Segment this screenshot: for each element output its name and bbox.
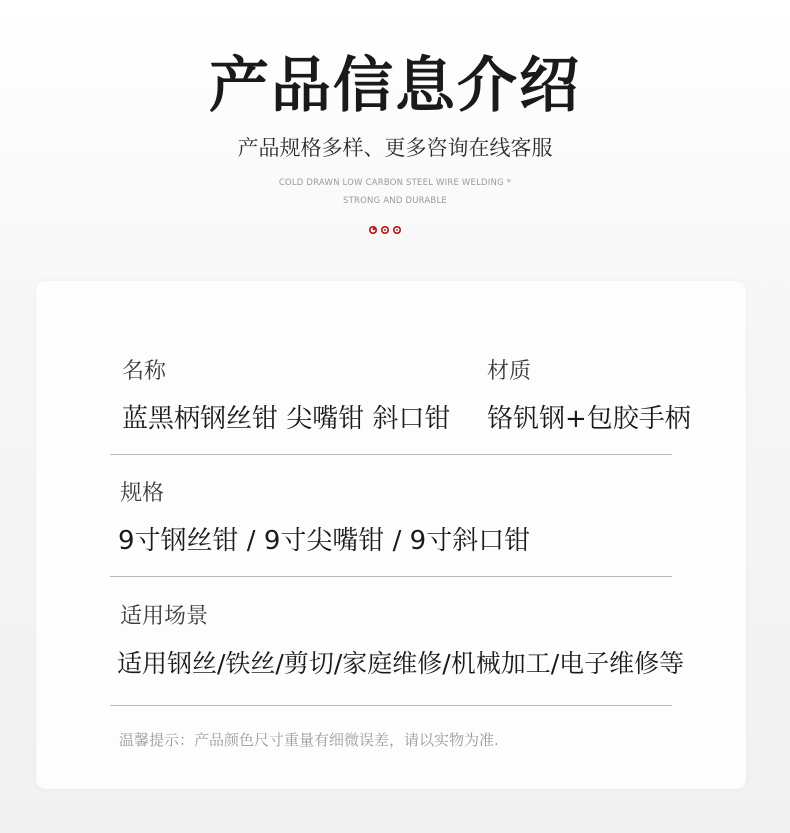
- english-tagline-1: COLD DRAWN LOW CARBON STEEL WIRE WELDING *: [278, 178, 512, 188]
- dot-icon: [381, 226, 389, 234]
- divider-3: [110, 705, 672, 706]
- page-subtitle: 产品规格多样、更多咨询在线客服: [237, 136, 553, 160]
- material-label: 材质: [487, 359, 532, 384]
- divider-2: [110, 576, 672, 577]
- usage-value: 适用钢丝/铁丝/剪切/家庭维修/机械加工/电子维修等: [117, 649, 685, 678]
- spec-value: 9寸钢丝钳 / 9寸尖嘴钳 / 9寸斜口钳: [118, 526, 531, 556]
- english-tagline-2: STRONG AND DURABLE: [343, 196, 447, 206]
- dot-icon: [393, 226, 401, 234]
- spec-label: 规格: [120, 481, 165, 506]
- decorative-dots: [369, 226, 401, 234]
- divider-1: [110, 454, 672, 455]
- material-value: 铬钒钢+包胶手柄: [487, 404, 691, 434]
- name-value: 蓝黑柄钢丝钳 尖嘴钳 斜口钳: [122, 404, 451, 434]
- disclaimer-note: 温馨提示：产品颜色尺寸重量有细微误差，请以实物为准.: [119, 731, 499, 749]
- dot-icon: [369, 226, 377, 234]
- header-section: [0, 0, 790, 260]
- page-title: 产品信息介绍: [209, 51, 581, 121]
- name-label: 名称: [122, 359, 167, 384]
- usage-label: 适用场景: [120, 604, 209, 629]
